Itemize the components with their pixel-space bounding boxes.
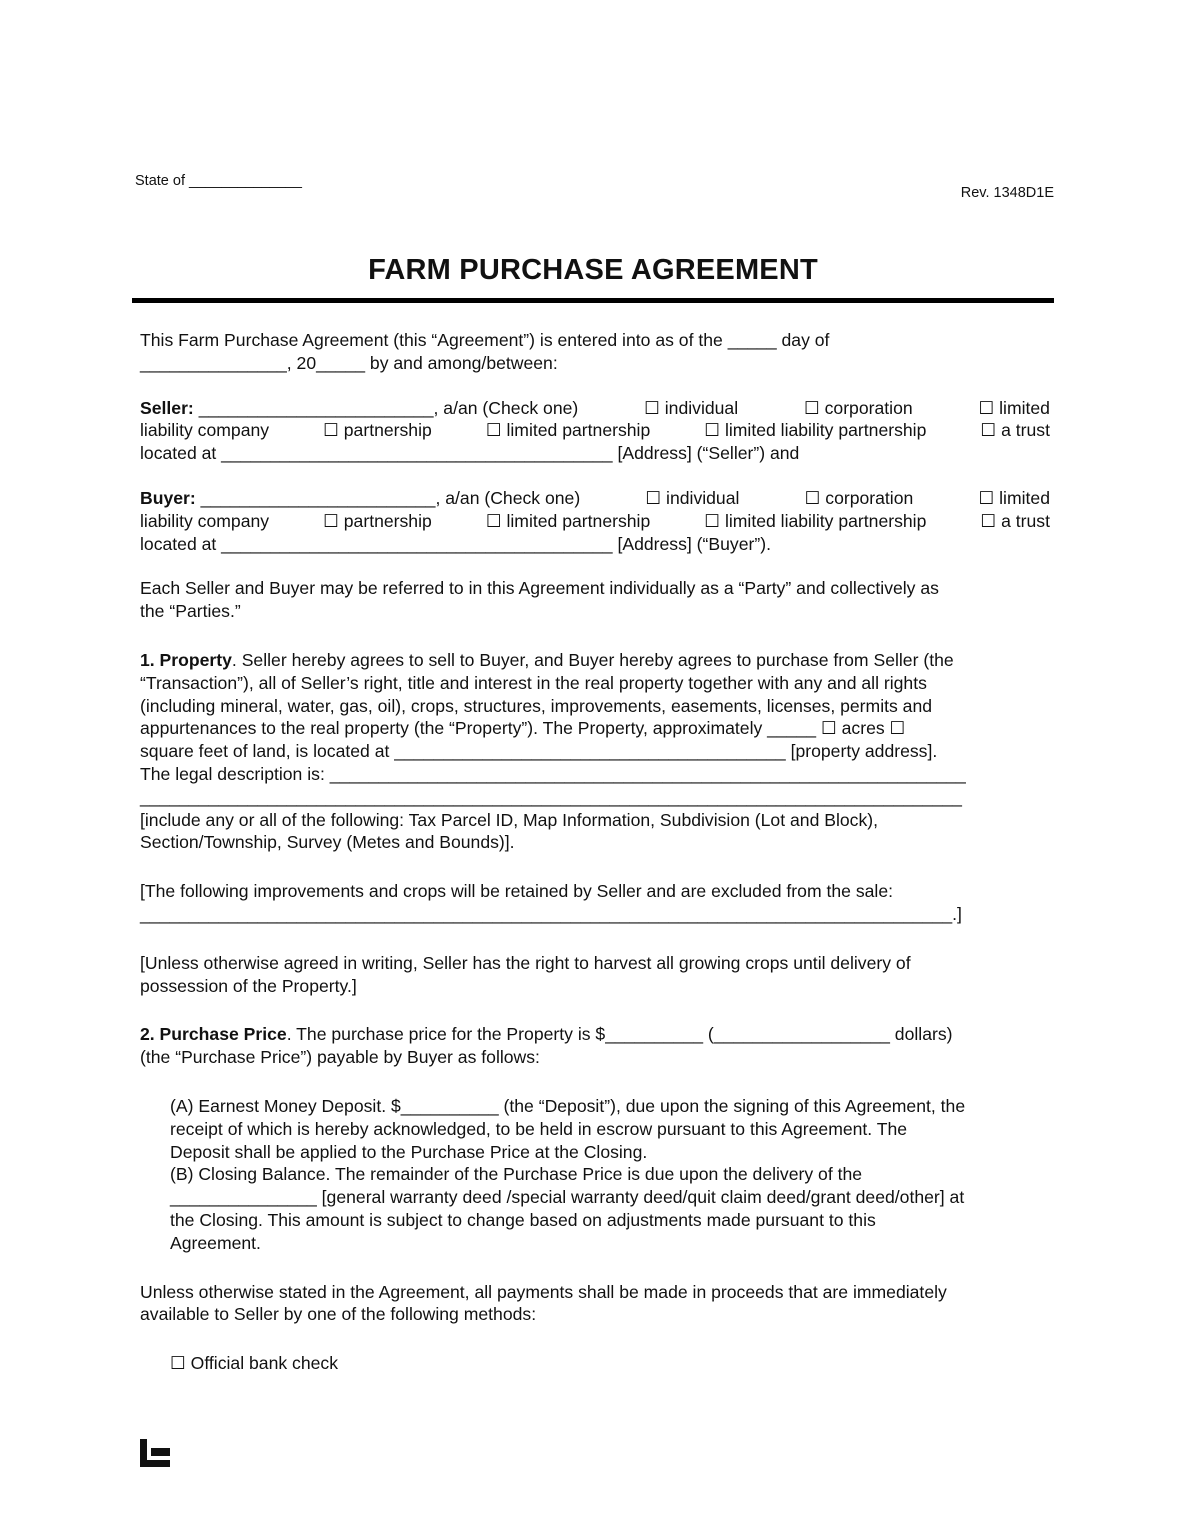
- section-1-line: [140, 649, 1050, 672]
- harvest-line: [Unless otherwise agreed in writing, Seller has the right to harvest all growing crops until delivery of: [140, 952, 911, 973]
- payments-line: available to Seller by one of the following methods:: [140, 1304, 537, 1325]
- seller-option-limited[interactable]: ☐ limited: [978, 397, 1050, 418]
- section-1-line: “Transaction”), all of Seller’s right, title and interest in the real property together with any and all rights: [140, 672, 927, 693]
- seller-option-partnership[interactable]: ☐ partnership: [323, 420, 432, 441]
- section-1-property: [140, 649, 1050, 854]
- seller-line-2: [140, 419, 1050, 442]
- seller-name-blank[interactable]: ________________________, a/an (Check one): [198, 397, 579, 418]
- seller-address-line[interactable]: located at ________________________________________ [Address] (“Seller”) and: [140, 443, 800, 464]
- harvest-line: possession of the Property.]: [140, 975, 357, 996]
- seller-option-individual[interactable]: ☐ individual: [644, 397, 739, 418]
- closing-line: the Closing. This amount is subject to change based on adjustments made pursuant to this: [170, 1209, 876, 1230]
- parties-line: the “Parties.”: [140, 601, 241, 622]
- buyer-entity: [140, 487, 580, 510]
- buyer-option-llp[interactable]: ☐ limited liability partnership: [704, 510, 927, 531]
- buyer-option-llc-text: liability company: [140, 510, 270, 531]
- buyer-name-blank[interactable]: ________________________, a/an (Check one): [200, 487, 581, 508]
- buyer-option-partnership[interactable]: ☐ partnership: [323, 510, 432, 531]
- legal-templates-logo-icon: [140, 1439, 170, 1467]
- harvest-paragraph: [140, 952, 1050, 998]
- parties-paragraph: [140, 577, 1050, 623]
- section-1-line: (including mineral, water, gas, oil), crops, structures, improvements, easements, licenses, permits and: [140, 695, 933, 716]
- title-divider: [132, 298, 1054, 303]
- closing-deed-blank[interactable]: _______________ [general warranty deed /special warranty deed/quit claim deed/grant deed/other] at: [170, 1187, 965, 1208]
- payment-method-bank-check[interactable]: ☐ Official bank check: [170, 1353, 338, 1374]
- buyer-option-limited[interactable]: ☐ limited: [978, 487, 1050, 508]
- document-title: FARM PURCHASE AGREEMENT: [368, 254, 818, 286]
- section-2-heading: 2. Purchase Price: [140, 1024, 287, 1045]
- section-1-legal-description[interactable]: The legal description is: _________________________________________________________________: [140, 763, 966, 784]
- closing-line: Agreement.: [170, 1232, 261, 1253]
- buyer-line-2: [140, 510, 1050, 533]
- section-1-legal-description-cont[interactable]: ____________________________________________________________________________________: [140, 786, 962, 807]
- excluded-line: [The following improvements and crops will be retained by Seller and are excluded from the sale:: [140, 881, 894, 902]
- section-1-text: . Seller hereby agrees to sell to Buyer, and Buyer hereby agrees to purchase from Seller (the: [231, 649, 954, 670]
- seller-option-limited-partnership[interactable]: ☐ limited partnership: [485, 420, 651, 441]
- deposit-line: receipt of which is hereby acknowledged, to be held in escrow pursuant to this Agreement. The: [170, 1118, 908, 1139]
- excluded-items-paragraph: [140, 880, 1050, 926]
- seller-line-1: [140, 397, 1050, 420]
- section-1-acreage-line[interactable]: appurtenances to the real property (the “Property”). The Property, approximately _____ ☐ acres ☐: [140, 718, 906, 739]
- section-2-purchase-price: [140, 1023, 1050, 1069]
- intro-line: This Farm Purchase Agreement (this “Agreement”) is entered into as of the _____ day of: [140, 330, 830, 350]
- deposit-line[interactable]: (A) Earnest Money Deposit. $__________ (the “Deposit”), due upon the signing of this Agreement, the: [170, 1095, 966, 1116]
- buyer-option-individual[interactable]: ☐ individual: [645, 487, 740, 508]
- section-2-price-blank[interactable]: . The purchase price for the Property is $__________ (__________________ dollars): [286, 1024, 953, 1045]
- section-1-heading: 1. Property: [140, 649, 232, 670]
- closing-line: (B) Closing Balance. The remainder of the Purchase Price is due upon the delivery of the: [170, 1164, 863, 1185]
- excluded-blank[interactable]: ___________________________________________________________________________________.]: [140, 903, 962, 924]
- section-1-line: Section/Township, Survey (Metes and Bounds)].: [140, 832, 515, 853]
- section-2-line: (the “Purchase Price”) payable by Buyer as follows:: [140, 1047, 540, 1068]
- seller-paragraph: [140, 397, 1050, 465]
- section-2-line: [140, 1023, 1050, 1046]
- buyer-address-line[interactable]: located at ________________________________________ [Address] (“Buyer”).: [140, 533, 771, 554]
- buyer-label: Buyer:: [140, 487, 196, 508]
- buyer-option-limited-partnership[interactable]: ☐ limited partnership: [485, 510, 651, 531]
- payment-methods: [140, 1352, 1050, 1375]
- payments-line: Unless otherwise stated in the Agreement, all payments shall be made in proceeds that are immediately: [140, 1281, 947, 1302]
- deposit-line: Deposit shall be applied to the Purchase Price at the Closing.: [170, 1141, 648, 1162]
- buyer-option-corporation[interactable]: ☐ corporation: [804, 487, 914, 508]
- seller-option-llp[interactable]: ☐ limited liability partnership: [704, 420, 927, 441]
- closing-balance: [140, 1163, 1050, 1254]
- seller-option-trust[interactable]: ☐ a trust: [980, 420, 1050, 441]
- buyer-paragraph: [140, 487, 1050, 555]
- intro-paragraph: [140, 329, 1050, 375]
- payments-paragraph: [140, 1281, 1050, 1327]
- section-1-address-line[interactable]: square feet of land, is located at ________________________________________ [property address].: [140, 741, 938, 762]
- seller-option-corporation[interactable]: ☐ corporation: [803, 397, 913, 418]
- buyer-line-1: [140, 487, 1050, 510]
- seller-option-llc-text: liability company: [140, 420, 270, 441]
- state-of-field: State of ______________: [135, 173, 302, 189]
- parties-line: Each Seller and Buyer may be referred to in this Agreement individually as a “Party” and collectively as: [140, 578, 939, 599]
- document-body: [140, 329, 1050, 1375]
- earnest-money-deposit: [140, 1095, 1050, 1163]
- seller-entity: [140, 397, 578, 420]
- intro-line: _______________, 20_____ by and among/between:: [140, 352, 558, 373]
- seller-label: Seller:: [140, 397, 194, 418]
- revision-number: Rev. 1348D1E: [960, 185, 1054, 201]
- section-1-line: [include any or all of the following: Tax Parcel ID, Map Information, Subdivision (Lot and Block),: [140, 809, 879, 830]
- buyer-option-trust[interactable]: ☐ a trust: [980, 510, 1050, 531]
